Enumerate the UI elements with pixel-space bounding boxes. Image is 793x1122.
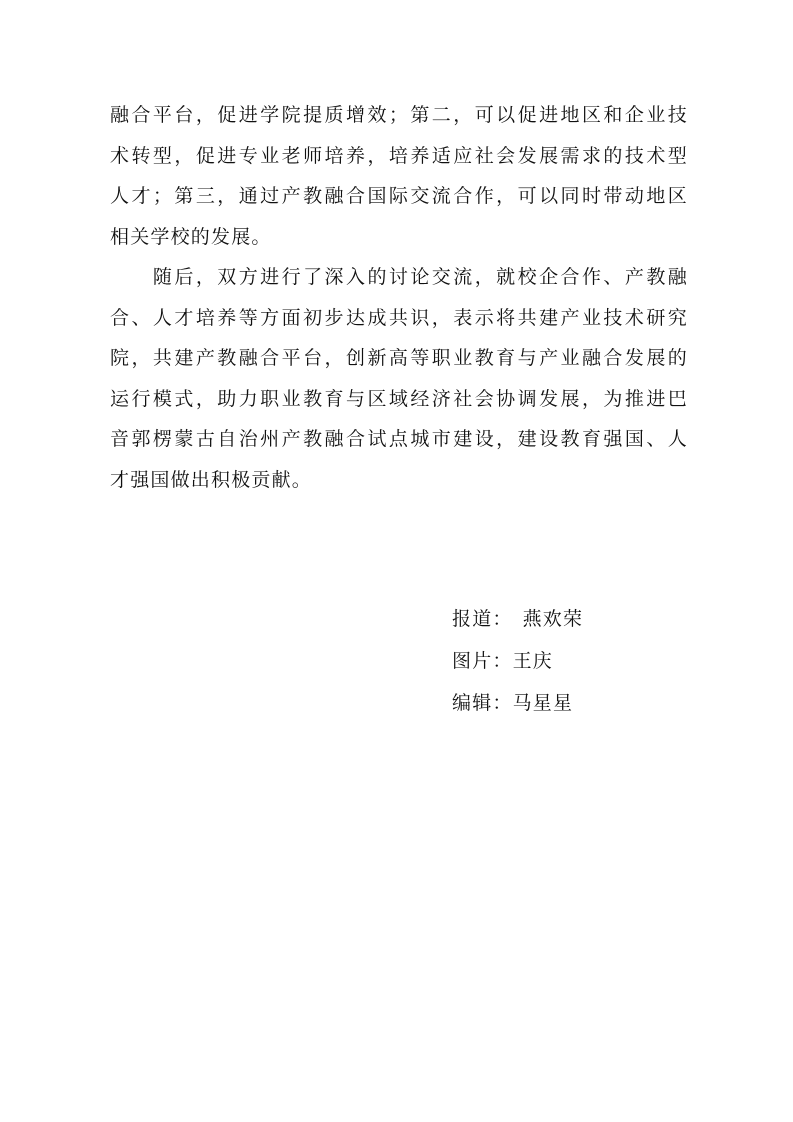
credit-label: 编辑：: [452, 692, 513, 714]
credit-value: 燕欢荣: [522, 608, 584, 630]
credit-reporter: [452, 598, 583, 640]
text-line: 相关学校的发展。: [110, 225, 272, 248]
credit-value: 王庆: [512, 650, 554, 672]
text-line: 院，共建产教融合平台，创新高等职业教育与产业融合发展的: [110, 347, 688, 369]
credit-label: 图片：: [452, 650, 513, 672]
text-line: 随后，双方进行了深入的讨论交流，就校企合作、产教融: [110, 266, 688, 288]
text-line: 人才；第三，通过产教融合国际交流合作，可以同时带动地区: [110, 185, 688, 207]
text-line: 音郭楞蒙古自治州产教融合试点城市建设，建设教育强国、人: [110, 428, 688, 450]
text-line: 运行模式，助力职业教育与区域经济社会协调发展，为推进巴: [110, 387, 688, 410]
credit-label: 报道：: [452, 608, 513, 630]
credit-photo: [452, 640, 583, 682]
text-line: 融合平台，促进学院提质增效；第二，可以促进地区和企业技: [110, 104, 688, 126]
paragraph-2: [110, 257, 688, 500]
credit-value: 马星星: [512, 692, 574, 714]
text-line: 才强国做出积极贡献。: [110, 468, 313, 491]
text-line: 合、人才培养等方面初步达成共识，表示将共建产业技术研究: [110, 306, 688, 329]
credit-editor: [452, 682, 583, 724]
article-body: [110, 95, 688, 500]
text-line: 术转型，促进专业老师培养，培养适应社会发展需求的技术型: [110, 144, 688, 167]
paragraph-1: [110, 95, 688, 257]
credits-block: [452, 598, 583, 724]
